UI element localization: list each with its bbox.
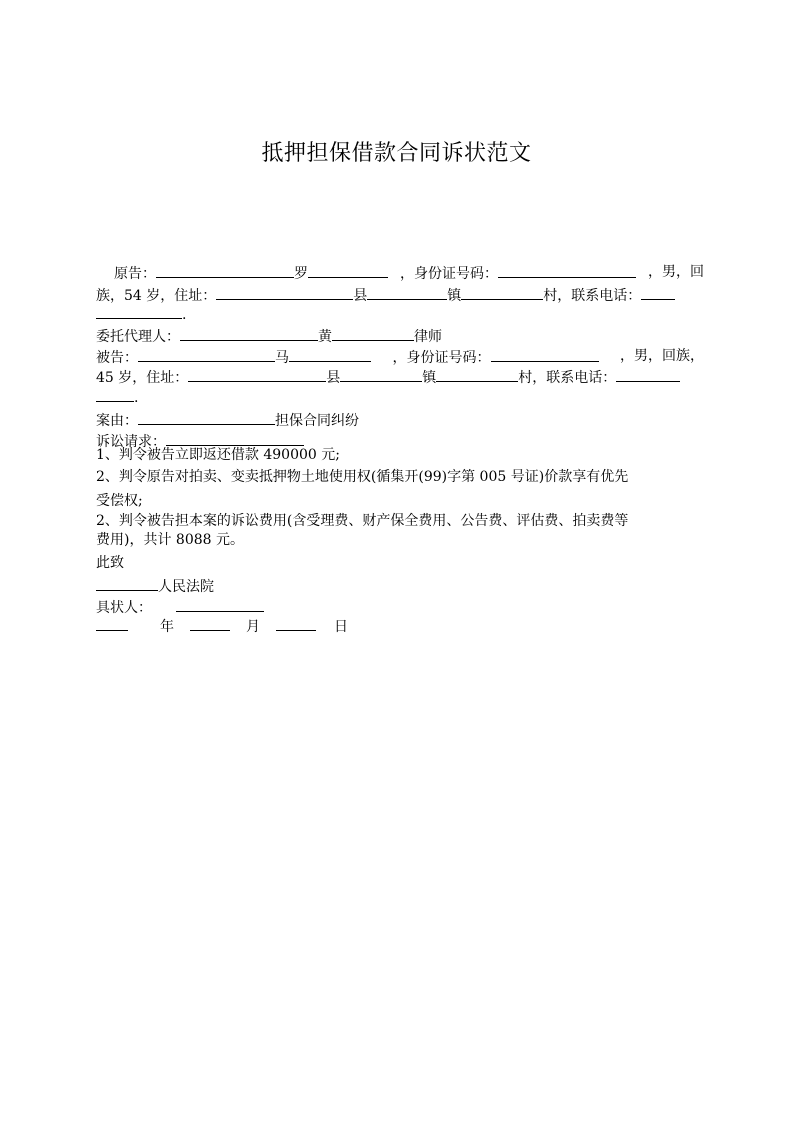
plaintiff-line-2: 族，54 岁，住址： 县 镇 村，联系电话： [96, 284, 675, 306]
claims-label-line: 诉讼请求： [96, 430, 304, 452]
plaintiff-label: 原告： [114, 266, 156, 282]
blank-field [461, 284, 543, 300]
blank-field [332, 325, 414, 341]
blank-field [498, 262, 636, 278]
blank-field [641, 284, 675, 300]
defendant-line-1: 被告： 马 ，身份证号码： ，男，回族， [96, 348, 704, 366]
blank-field [367, 284, 447, 300]
blank-field [276, 615, 316, 631]
cause-line: 案由： 担保合同纠纷 [96, 409, 359, 431]
blank-field [96, 386, 134, 402]
blank-field [180, 325, 318, 341]
claim-item-3-cont: 费用)，共计 8088 元。 [96, 532, 244, 548]
defendant-line-2: 45 岁，住址： 县 镇 村，联系电话： [96, 366, 680, 388]
plaintiff-line-1 [96, 262, 704, 284]
blank-field [436, 366, 518, 382]
claim-item-1: 1、判令被告立即返还借款 490000 元; [96, 447, 340, 463]
blank-field [176, 596, 264, 612]
signer-line: 具状人： [96, 596, 264, 618]
blank-field [616, 366, 680, 382]
blank-field [96, 575, 158, 591]
claim-item-3: 2、判令被告担本案的诉讼费用(含受理费、财产保全费用、公告费、评估费、拍卖费等 [96, 513, 629, 529]
agent-line: 委托代理人： 黄 律师 [96, 325, 442, 347]
defendant-line-3: . [96, 386, 138, 408]
closing-to: 此致 [96, 555, 124, 571]
plaintiff-gender: ，男，回 [648, 264, 704, 280]
blank-field [96, 615, 128, 631]
court-line: 人民法院 [96, 575, 214, 597]
document-title: 抵押担保借款合同诉状范文 [261, 141, 532, 166]
blank-field [340, 366, 422, 382]
plaintiff-id: ，身份证号码： [400, 262, 636, 284]
blank-field [216, 284, 353, 300]
blank-field [138, 346, 275, 362]
date-line: 年 月 日 [96, 615, 348, 637]
blank-field [138, 409, 275, 425]
defendant-name: 被告： 马 [96, 346, 371, 368]
plaintiff-name: 原告： 罗 [96, 262, 388, 284]
blank-field [156, 262, 294, 278]
blank-field [96, 303, 182, 319]
blank-field [491, 346, 599, 362]
claim-item-2-cont: 受偿权; [96, 493, 143, 509]
blank-field [308, 262, 388, 278]
claim-item-2: 2、判令原告对拍卖、变卖抵押物土地使用权(循集开(99)字第 005 号证)价款享有优先 [96, 469, 629, 485]
blank-field [188, 366, 326, 382]
defendant-id: ，身份证号码： [393, 346, 599, 368]
blank-field [166, 430, 304, 446]
plaintiff-line-3: . [96, 303, 186, 325]
blank-field [190, 615, 230, 631]
blank-field [289, 346, 371, 362]
